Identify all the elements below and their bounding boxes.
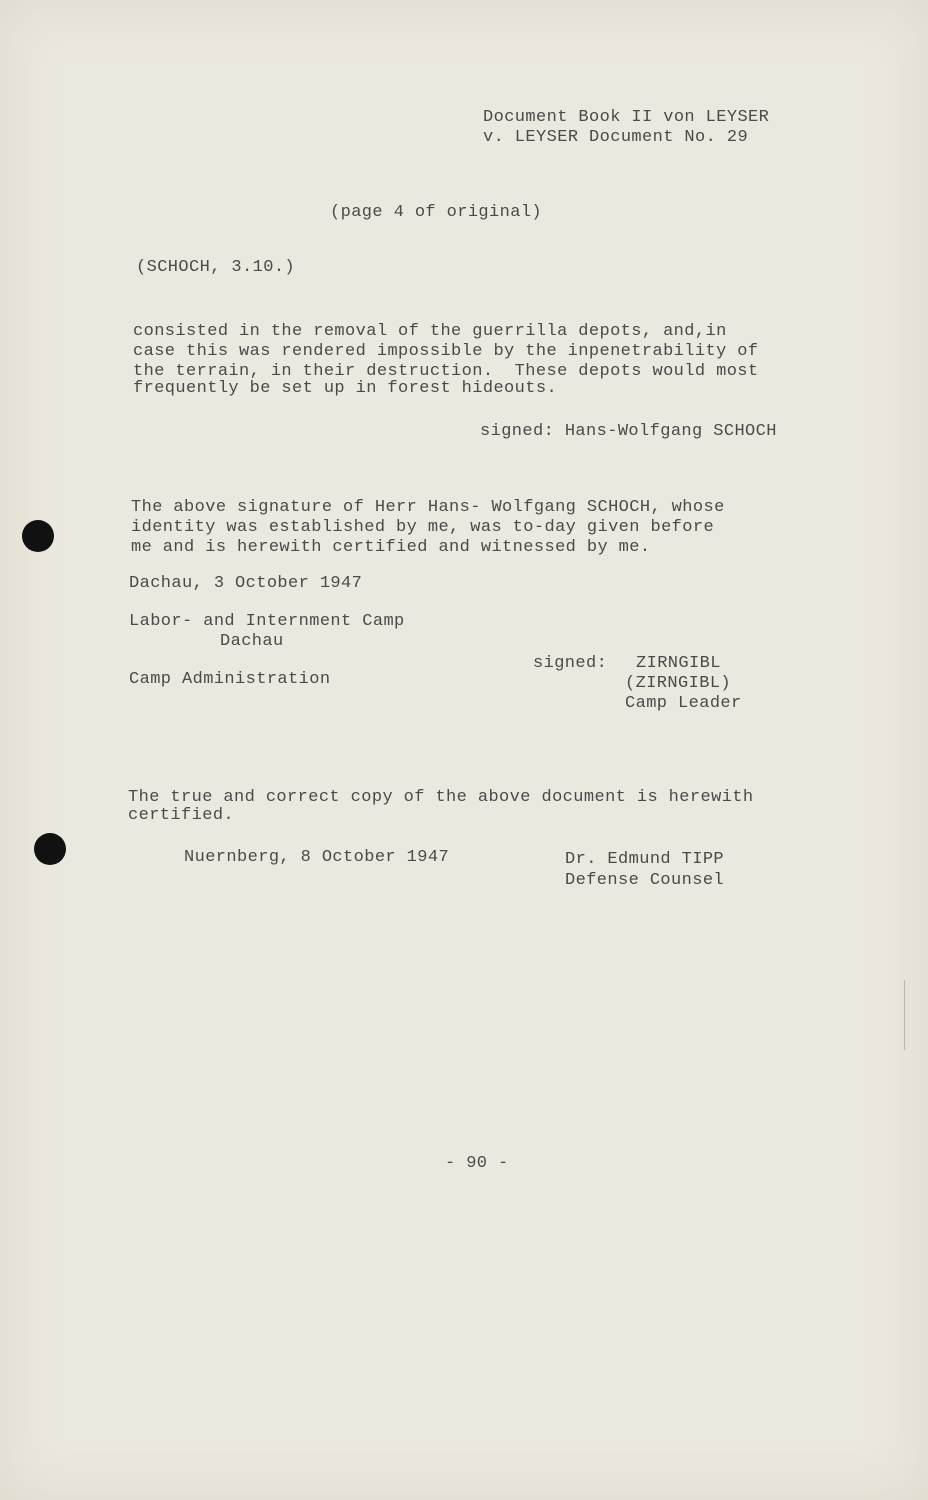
camp-line-2: Dachau — [220, 632, 284, 651]
copy-cert-line-2: certified. — [128, 806, 235, 825]
place-date-nuernberg: Nuernberg, 8 October 1947 — [184, 848, 450, 867]
signature-zirngibl-paren: (ZIRNGIBL) — [625, 674, 732, 693]
header-line-2: v. LEYSER Document No. 29 — [483, 128, 749, 147]
certification-line-2: identity was established by me, was to-day given before — [131, 518, 715, 537]
body-line-4: frequently be set up in forest hideouts. — [133, 379, 558, 398]
certification-line-3: me and is herewith certified and witnessed by me. — [131, 538, 651, 557]
copy-cert-line-1: The true and correct copy of the above document is herewith — [128, 788, 754, 807]
counsel-title: Defense Counsel — [565, 871, 725, 890]
edge-mark — [904, 980, 905, 1050]
certification-line-1: The above signature of Herr Hans- Wolfgang SCHOCH, whose — [131, 498, 725, 517]
body-line-1: consisted in the removal of the guerrilla depots, and,in — [133, 322, 727, 341]
camp-line-1: Labor- and Internment Camp — [129, 612, 405, 631]
camp-administration: Camp Administration — [129, 670, 331, 689]
place-date-dachau: Dachau, 3 October 1947 — [129, 574, 363, 593]
punch-hole-lower — [34, 833, 66, 865]
signed-label: signed: — [533, 654, 608, 673]
page-reference: (page 4 of original) — [330, 203, 543, 222]
signature-schoch: signed: Hans-Wolfgang SCHOCH — [480, 422, 777, 441]
header-line-1: Document Book II von LEYSER — [483, 108, 770, 127]
camp-leader-title: Camp Leader — [625, 694, 742, 713]
signature-zirngibl: ZIRNGIBL — [636, 654, 721, 673]
witness-reference: (SCHOCH, 3.10.) — [136, 258, 296, 277]
punch-hole-upper — [22, 520, 54, 552]
body-line-3: the terrain, in their destruction. These depots would most — [133, 362, 759, 381]
counsel-name: Dr. Edmund TIPP — [565, 850, 725, 869]
body-line-2: case this was rendered impossible by the inpenetrability of — [133, 342, 759, 361]
page-number: - 90 - — [445, 1154, 509, 1173]
